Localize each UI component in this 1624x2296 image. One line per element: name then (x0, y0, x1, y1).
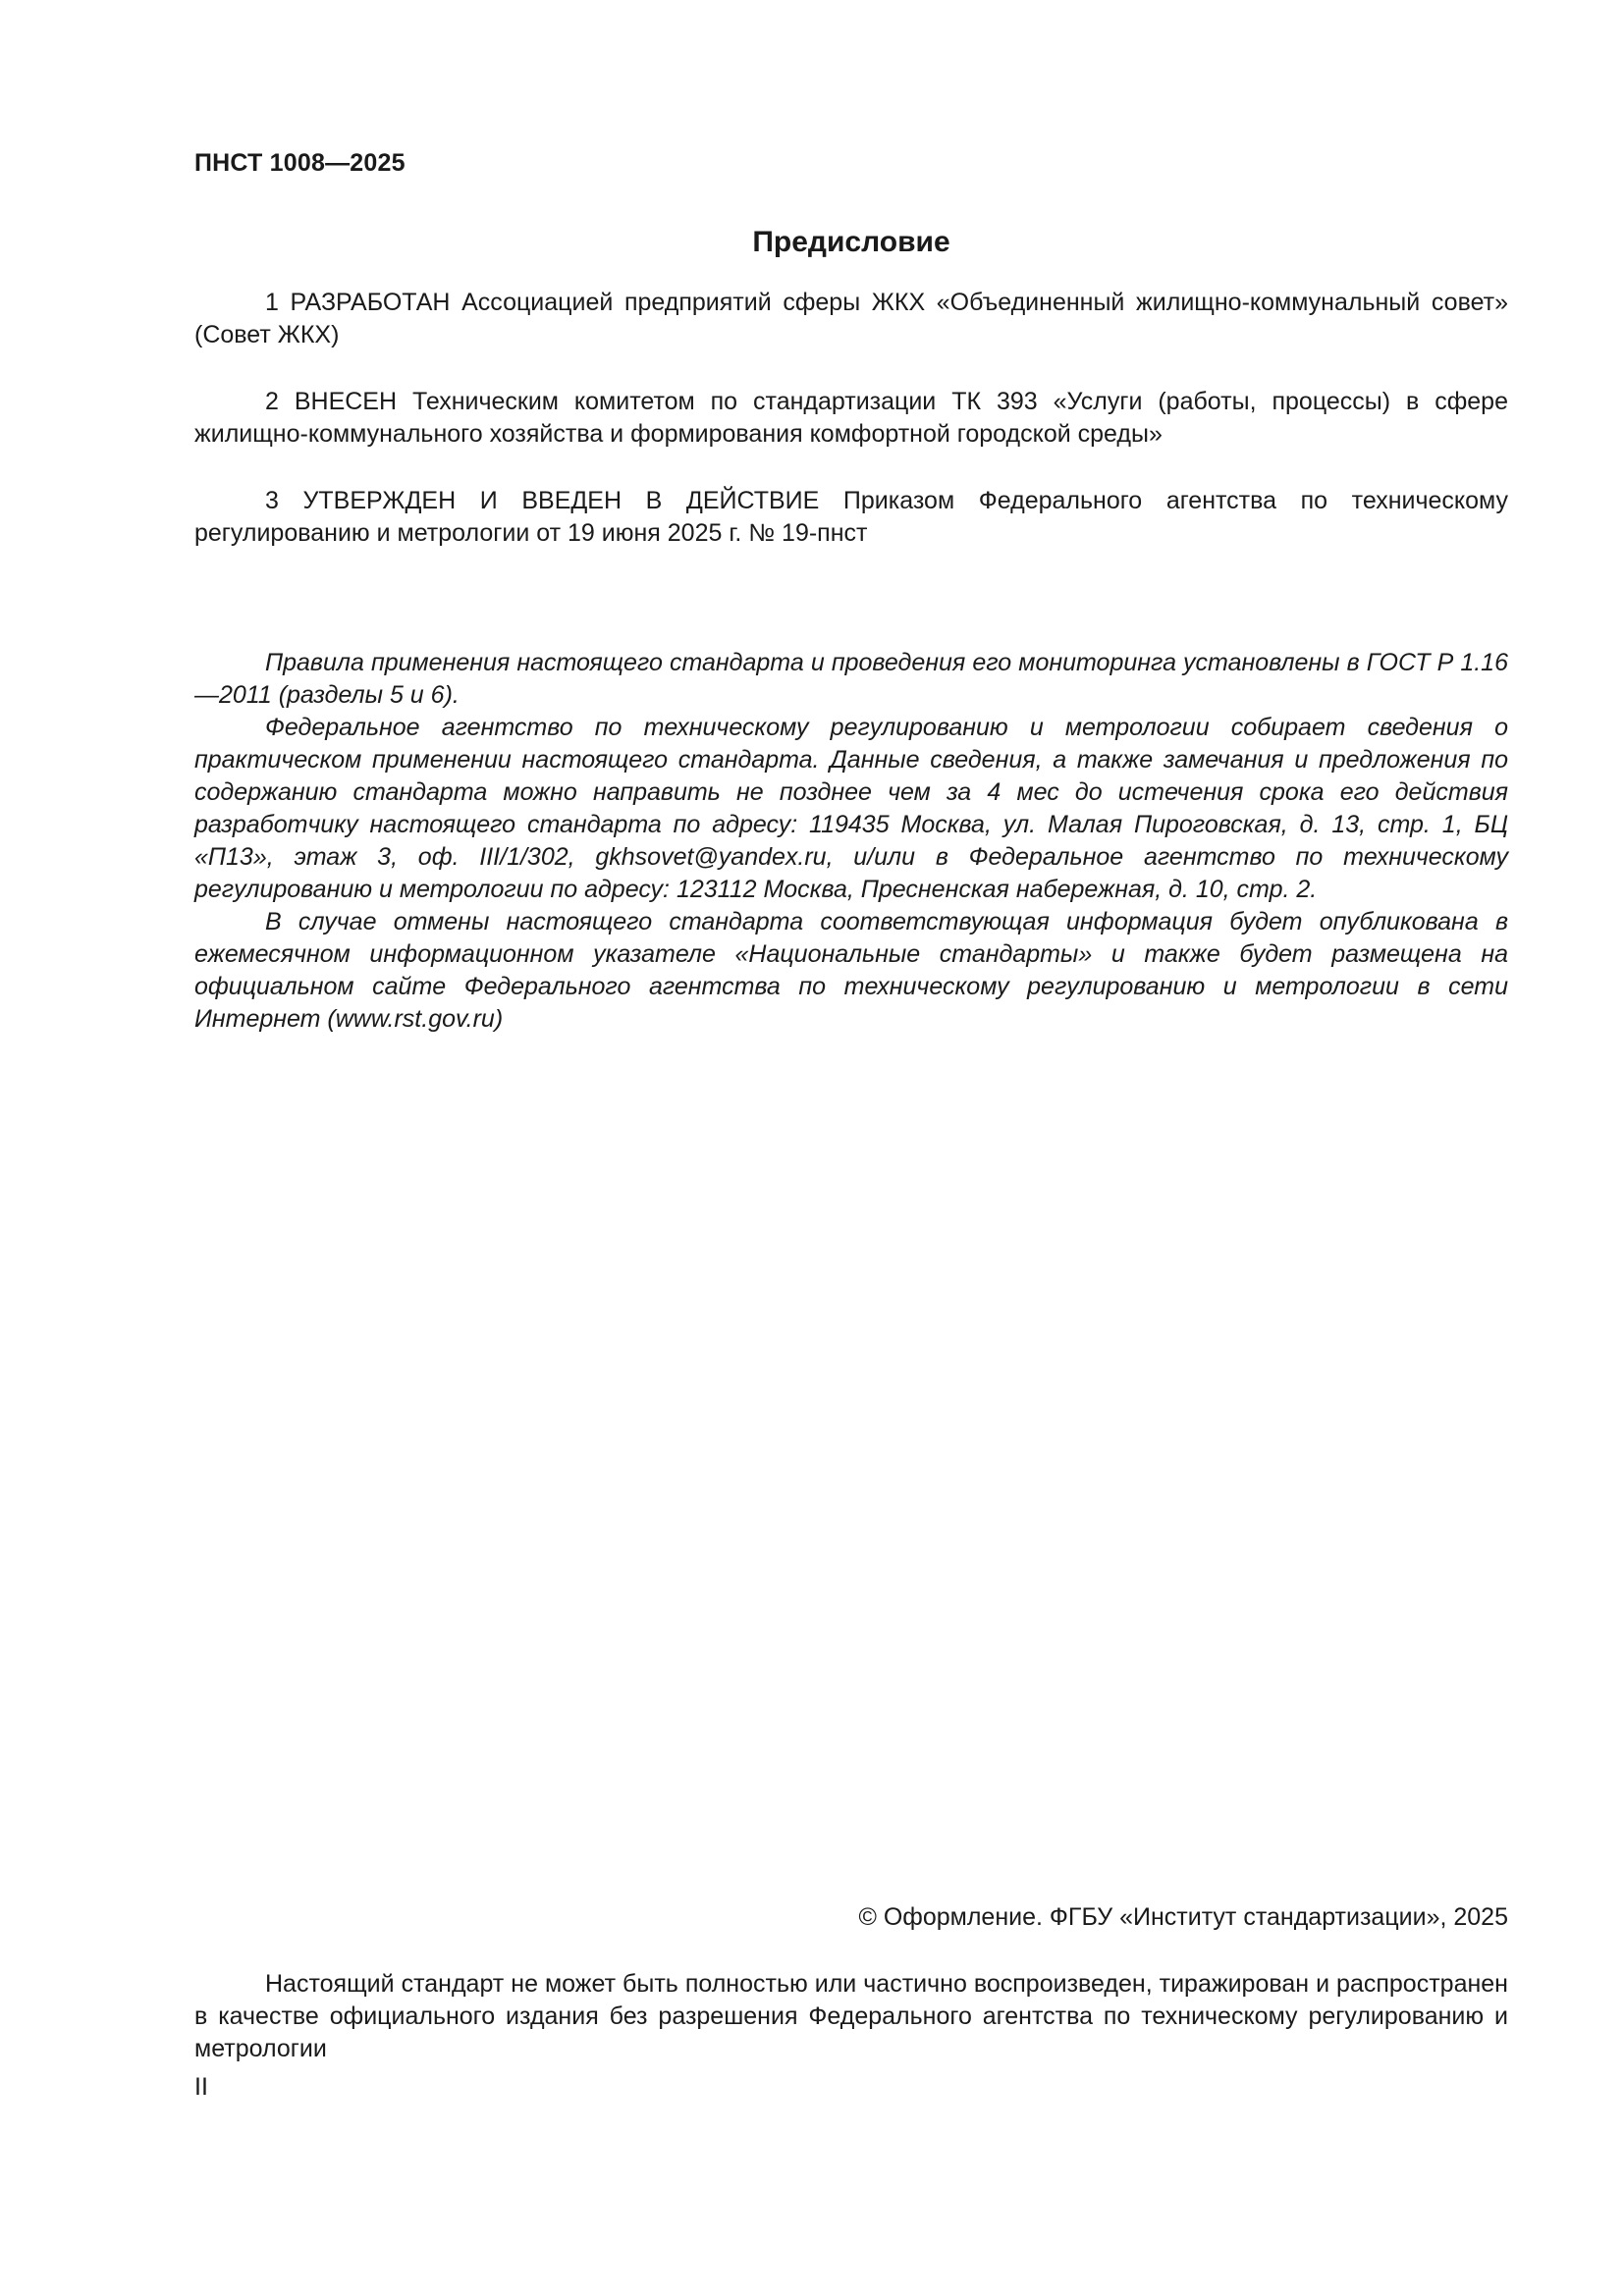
page-title: Предисловие (752, 226, 950, 258)
copyright-line: © Оформление. ФГБУ «Институт стандартизации», 2025 (858, 1903, 1508, 1931)
preface-item-developed: 1 РАЗРАБОТАН Ассоциацией предприятий сферы ЖКХ «Объединенный жилищно-коммунальный совет» (Совет ЖКХ) (194, 289, 1508, 348)
page-number: II (194, 2073, 208, 2101)
rules-paragraph-application: Правила применения настоящего стандарта и проведения его мониторинга установлены в ГОСТ Р 1.16—2011 (разделы 5 и 6). (194, 649, 1508, 709)
preface-item-approved: 3 УТВЕРЖДЕН И ВВЕДЕН В ДЕЙСТВИЕ Приказом Федерального агентства по техническому регулированию и метрологии от 19 июня 2025 г. № 19-пнст (194, 487, 1508, 547)
application-rules-block (194, 647, 1508, 1036)
preface-item-submitted: 2 ВНЕСЕН Техническим комитетом по стандартизации ТК 393 «Услуги (работы, процессы) в сфере жилищно-коммунального хозяйства и формирования комфортной городской среды» (194, 388, 1508, 448)
rules-paragraph-feedback: Федеральное агентство по техническому регулированию и метрологии собирает сведения о практическом применении настоящего стандарта. Данные сведения, а также замечания и предложения по содержанию стандарта можно направить не позднее чем за 4 мес до истечения срока его действия разработчику настоящего стандарта по адресу: 119435 Москва, ул. Малая Пироговская, д. 13, стр. 1, БЦ «П13», этаж 3, оф. III/1/302, gkhsovet@yandex.ru, и/или в Федеральное агентство по техническому регулированию и метрологии по адресу: 123112 Москва, Пресненская набережная, д. 10, стр. 2. (194, 714, 1508, 903)
reproduction-notice: Настоящий стандарт не может быть полностью или частично воспроизведен, тиражирован и распространен в качестве официального издания без разрешения Федерального агентства по техническому регулированию и метрологии (194, 1970, 1508, 2062)
standard-code: ПНСТ 1008—2025 (194, 149, 406, 177)
rules-paragraph-cancellation: В случае отмены настоящего стандарта соответствующая информация будет опубликована в ежемесячном информационном указателе «Национальные стандарты» и также будет размещена на официальном сайте Федерального агентства по техническому регулированию и метрологии в сети Интернет (www.rst.gov.ru) (194, 908, 1508, 1033)
